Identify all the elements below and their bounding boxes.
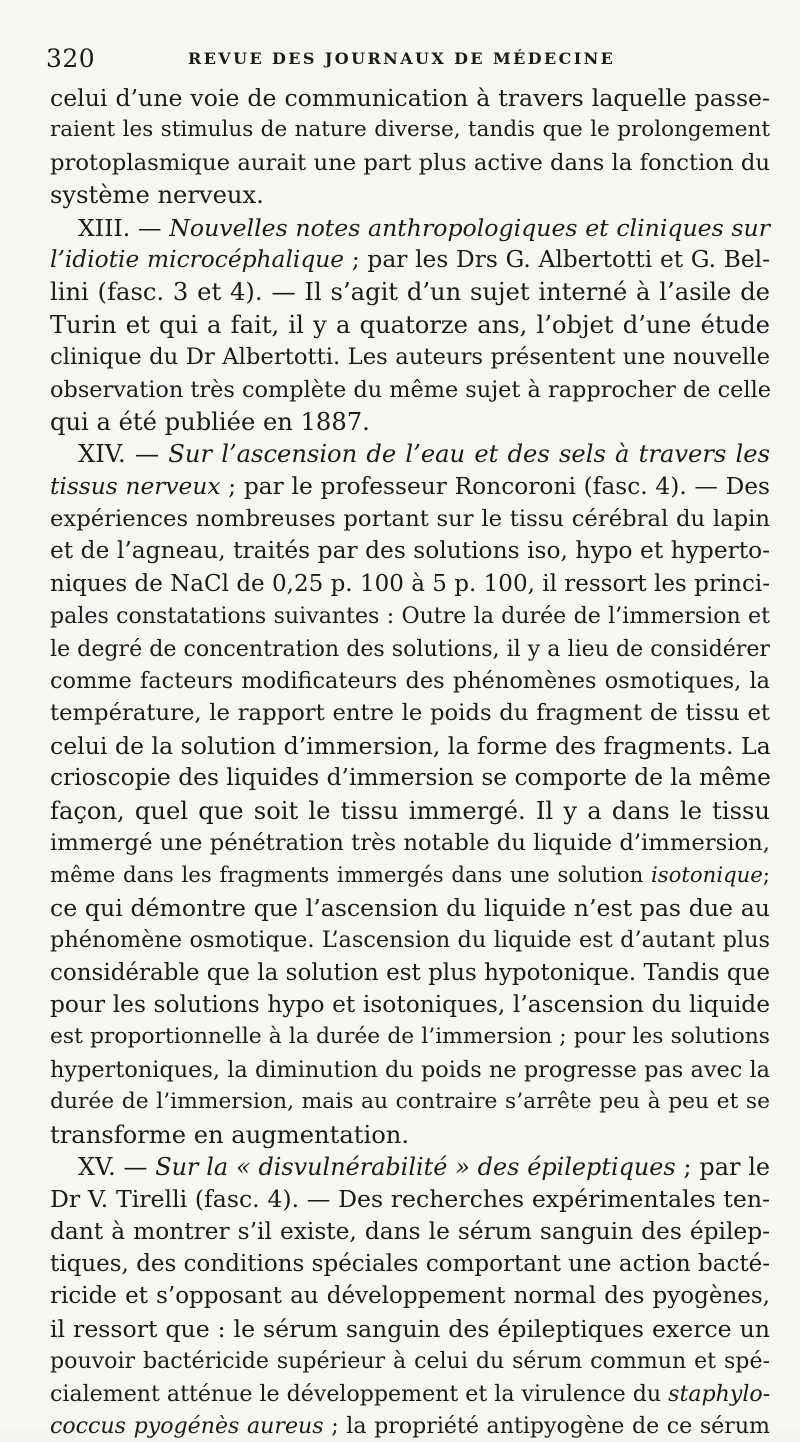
text-segment: ; — [762, 862, 770, 888]
text-segment: phénomène osmotique. L’ascension du liquide est d’autant plus — [50, 927, 770, 954]
text-line — [50, 114, 770, 146]
text-segment: et de l’agneau, traités par des solutions iso, hypo et hyperto- — [50, 537, 770, 565]
text-line — [50, 957, 770, 989]
text-segment: pales constatations suivantes : Outre la durée de l’immersion et — [50, 603, 770, 630]
italic-text: isotonique — [651, 862, 763, 888]
text-segment: est proportionnelle à la durée de l’immersion ; pour les solutions — [50, 1024, 770, 1050]
text-segment: ricide et s’opposant au développement normal des pyogènes, — [50, 1283, 770, 1310]
text-line — [50, 633, 770, 665]
text-segment: Dr V. Tirelli (fasc. 4). — Des recherches expérimentales ten- — [50, 1185, 770, 1214]
text-segment: température, le rapport entre le poids du fragment de tissu et — [50, 700, 770, 727]
text-line — [50, 179, 770, 211]
text-segment: système nerveux. — [50, 181, 264, 210]
text-segment: dant à montrer s’il existe, dans le sérum sanguin des épilep- — [50, 1217, 770, 1245]
text-line — [50, 1054, 770, 1086]
text-segment: ; par le — [675, 1152, 770, 1181]
text-line — [50, 859, 770, 891]
text-segment: ce qui démontre que l’ascension du liquide n’est pas due au — [50, 893, 770, 922]
text-line — [50, 730, 770, 762]
text-segment: considérable que la solution est plus hypotonique. Tandis que — [50, 959, 770, 986]
text-line — [50, 827, 770, 859]
text-line — [50, 762, 770, 794]
text-segment: raient les stimulus de nature diverse, tandis que le prolongement — [50, 117, 770, 143]
italic-text: Sur la « disvulnérabilité » des épileptiques — [155, 1152, 676, 1181]
text-segment: durée de l’immersion, mais au contraire s’arrête peu à peu et se — [50, 1089, 770, 1115]
text-segment: niques de NaCl de 0,25 p. 100 à 5 p. 100, il ressort les princi- — [50, 570, 770, 597]
text-segment: lini (fasc. 3 et 4). — Il s’agit d’un sujet interné à l’asile de — [50, 278, 770, 307]
text-segment: même dans les fragments immergés dans une solution — [50, 862, 651, 888]
text-line — [50, 1248, 770, 1280]
text-line — [50, 1378, 770, 1410]
text-line — [50, 276, 770, 308]
text-segment: crioscopie des liquides d’immersion se comporte de la même — [50, 764, 771, 792]
text-line — [50, 1151, 770, 1183]
italic-text: Nouvelles notes anthropologiques et cliniques sur — [169, 213, 771, 242]
text-line — [50, 147, 770, 179]
text-segment: façon, quel que soit le tissu immergé. Il y a dans le tissu — [50, 796, 770, 825]
text-line — [50, 795, 770, 827]
text-line — [50, 568, 770, 600]
text-segment: observation très complète du même sujet à rapprocher de celle — [50, 376, 771, 403]
text-segment: XIV. — — [78, 440, 169, 469]
text-line — [50, 471, 770, 503]
text-line — [50, 697, 770, 729]
text-segment: clinique du Dr Albertotti. Les auteurs présentent une nouvelle — [50, 344, 770, 371]
text-line — [50, 212, 770, 244]
text-segment: pouvoir bactéricide supérieur à celui du sérum commun et spé- — [50, 1348, 770, 1375]
text-line — [50, 892, 770, 924]
text-line — [50, 1086, 770, 1118]
text-line — [50, 1410, 770, 1442]
text-segment: Turin et qui a fait, il y a quatorze ans, l’objet d’une étude — [50, 310, 770, 339]
text-segment: ; par les Drs G. Albertotti et G. Bel- — [344, 245, 771, 273]
text-line — [50, 438, 770, 470]
text-segment: hypertoniques, la diminution du poids ne progresse pas avec la — [50, 1056, 770, 1083]
text-line — [50, 1183, 770, 1215]
text-line — [50, 309, 770, 341]
text-segment: le degré de concentration des solutions, il y a lieu de considérer — [50, 635, 770, 662]
text-line — [50, 1021, 770, 1053]
text-segment: celui d’une voie de communication à travers laquelle passe- — [50, 84, 770, 112]
text-line — [50, 1216, 770, 1248]
italic-text: tissus nerveux — [50, 472, 221, 500]
text-segment: celui de la solution d’immersion, la forme des fragments. La — [50, 731, 771, 760]
text-segment: transforme en augmentation. — [50, 1120, 410, 1149]
running-head: REVUE DES JOURNAUX DE MÉDECINE — [188, 49, 616, 68]
text-segment: protoplasmique aurait une part plus active dans la fonction du — [50, 149, 770, 176]
text-segment: cialement atténue le développement et la virulence du — [50, 1380, 669, 1407]
text-segment: immergé une pénétration très notable du liquide d’immersion, — [50, 829, 770, 856]
text-line — [50, 924, 770, 956]
text-line — [50, 1345, 770, 1377]
text-segment: XIII. — — [78, 213, 170, 242]
text-segment: il ressort que : le sérum sanguin des épileptiques exerce un — [50, 1314, 770, 1343]
page-number: 320 — [46, 44, 96, 73]
text-segment: tiques, des conditions spéciales comportant une action bacté- — [50, 1251, 770, 1278]
text-line — [50, 374, 770, 406]
text-segment: ; la propriété antipyogène de ce sérum — [323, 1413, 770, 1440]
text-segment: XV. — — [78, 1152, 156, 1181]
text-line — [50, 406, 770, 438]
text-line — [50, 82, 770, 114]
text-line — [50, 989, 770, 1021]
text-line — [50, 1119, 770, 1151]
page-header — [46, 40, 760, 76]
text-segment: expériences nombreuses portant sur le tissu cérébral du lapin — [50, 506, 770, 533]
italic-text: coccus pyogénès aureus — [50, 1413, 324, 1440]
text-segment: qui a été publiée en 1887. — [50, 407, 370, 436]
text-line — [50, 665, 770, 697]
text-segment: ; par le professeur Roncoroni (fasc. 4). — Des — [220, 472, 770, 500]
italic-text: l’idiotie microcéphalique — [50, 245, 345, 273]
text-line — [50, 1280, 770, 1312]
text-line — [50, 341, 770, 373]
text-segment: comme facteurs modificateurs des phénomènes osmotiques, la — [50, 668, 770, 695]
text-line — [50, 535, 770, 567]
italic-text: staphylo- — [668, 1380, 771, 1407]
text-line — [50, 244, 770, 276]
text-line — [50, 1313, 770, 1345]
article-body — [50, 82, 770, 1442]
italic-text: Sur l’ascension de l’eau et des sels à travers les — [168, 440, 770, 469]
text-line — [50, 600, 770, 632]
text-line — [50, 503, 770, 535]
text-segment: pour les solutions hypo et isotoniques, l’ascension du liquide — [50, 990, 770, 1018]
